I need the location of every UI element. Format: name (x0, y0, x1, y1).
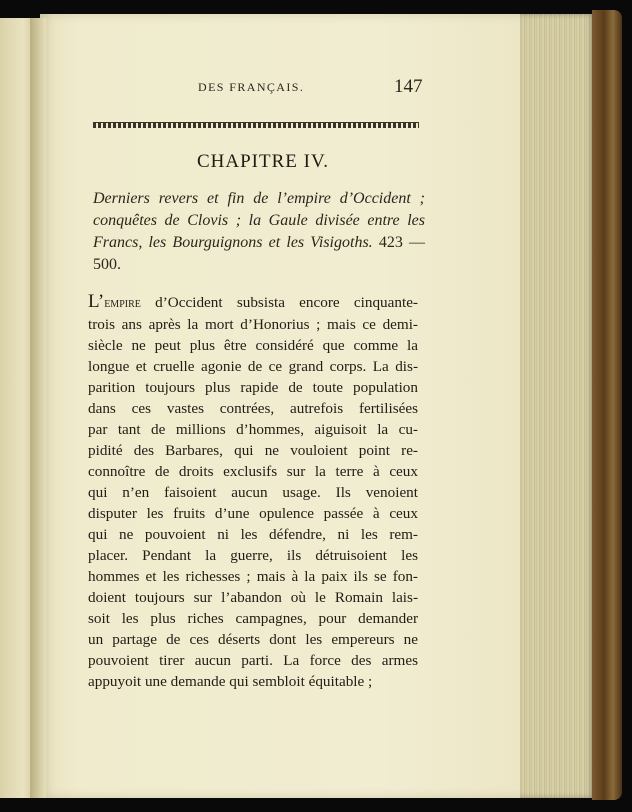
body-line: appuyoit une demande qui sembloit équitable ; (88, 673, 373, 690)
ornamental-rule (93, 122, 419, 128)
body-line: dans ces vastes contrées, autrefois fertilisées (88, 400, 418, 417)
body-line: hommes et les richesses ; mais à la paix ils se fon- (88, 568, 418, 585)
running-head: DES FRANÇAIS. (198, 80, 305, 94)
body-line: qui n’en faisoient aucun usage. Ils venoient (88, 484, 418, 501)
body-line: pidité des Barbares, qui ne vouloient point re- (88, 442, 418, 459)
body-line (88, 291, 418, 314)
body-line: qui ne pouvoient ni les défendre, ni les rem- (88, 526, 418, 543)
body-line: doient toujours sur l’abandon où le Romain lais- (88, 589, 418, 606)
body-line: longue et cruelle agonie de ce grand corps. La dis- (88, 358, 418, 375)
chapter-summary (93, 188, 425, 276)
chapter-title: CHAPITRE IV. (197, 151, 329, 172)
body-line: trois ans après la mort d’Honorius ; mais ce demi- (88, 316, 418, 333)
summary-text: Derniers revers et fin de l’empire d’Occident ; conquêtes de Clovis ; la Gaule divisée entre les Francs, les Bourguignons et les Visigoths. (93, 190, 425, 251)
body-line: pouvoient tirer aucun parti. La force des armes (88, 652, 418, 669)
body-line: disputer les fruits d’une opulence passée à ceux (88, 505, 418, 522)
body-line: par tant de millions d’hommes, aiguisoit la cu- (88, 421, 418, 438)
body-line: siècle ne peut plus être considéré que comme la (88, 337, 418, 354)
body-line: un partage de ces déserts dont les empereurs ne (88, 631, 418, 648)
body-line-text: d’Occident subsista encore cinquante- (140, 294, 418, 311)
body-text (88, 291, 418, 692)
page-number: 147 (394, 76, 423, 97)
opening-initial: L’ (88, 291, 105, 312)
body-line: connoître de droits exclusifs sur la terre à ceux (88, 463, 418, 480)
opening-smallcaps: empire (104, 296, 141, 311)
page-header (190, 76, 430, 102)
body-line: soit les plus riches campagnes, pour demander (88, 610, 418, 627)
book-gutter (30, 18, 46, 798)
summary-dates: 423 — 500. (93, 234, 426, 273)
body-line: placer. Pendant la guerre, ils détruisoient les (88, 547, 418, 564)
page-stack-edge (520, 14, 594, 798)
body-line: parition toujours plus rapide de toute population (88, 379, 418, 396)
book-cover-edge (592, 10, 622, 800)
